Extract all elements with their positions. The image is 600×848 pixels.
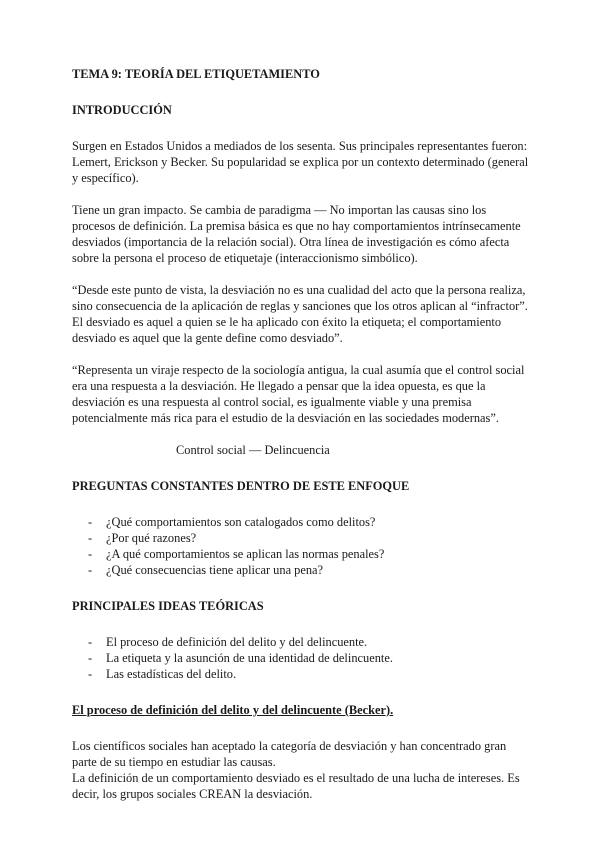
document-page [72,66,532,802]
question-text: ¿A qué comportamientos se aplican las normas penales? [106,547,385,561]
list-item [72,562,532,578]
question-text: ¿Qué consecuencias tiene aplicar una pena? [106,563,324,577]
list-item [72,634,532,650]
section-heading-becker: El proceso de definición del delito y del delincuente (Becker). [72,703,394,717]
document-title: TEMA 9: TEORÍA DEL ETIQUETAMIENTO [72,67,320,81]
idea-text: La etiqueta y la asunción de una identidad de delincuente. [106,651,393,665]
dash-bullet: - [88,563,93,577]
section-paragraph-2: La definición de un comportamiento desviado es el resultado de una lucha de intereses. Es decir, los grupos sociales CREAN la desviación. [72,771,520,801]
intro-paragraph: Surgen en Estados Unidos a mediados de los sesenta. Sus principales representantes fueron: Lemert, Erickson y Becker. Su popularidad se explica por un contexto determinado (general y específico). [72,139,529,185]
questions-list [72,514,532,578]
dash-bullet: - [88,531,93,545]
dash-bullet: - [88,515,93,529]
dash-bullet: - [88,635,93,649]
section-paragraph-1: Los científicos sociales han aceptado la categoría de desviación y han concentrado gran parte de su tiempo en estudiar las causas. [72,739,507,769]
list-item [72,530,532,546]
list-item [72,546,532,562]
question-text: ¿Qué comportamientos son catalogados como delitos? [106,515,376,529]
control-social-line: Control social — Delincuencia [176,443,330,457]
ideas-heading: PRINCIPALES IDEAS TEÓRICAS [72,599,264,613]
quote-paragraph-1: “Desde este punto de vista, la desviación no es una cualidad del acto que la persona realiza, sino consecuencia de la aplicación de reglas y sanciones que los otros aplican al “infractor”. El desviado es aquel a quien se le ha aplicado con éxito la etiqueta; el comportamiento desviado es aquel que la gente define como desviado”. [72,283,528,345]
idea-text: Las estadísticas del delito. [106,667,237,681]
question-text: ¿Por qué razones? [106,531,197,545]
ideas-list [72,634,532,682]
quote-paragraph-2: “Representa un viraje respecto de la sociología antigua, la cual asumía que el control social era una respuesta a la desviación. He llegado a pensar que la idea opuesta, es que la desviación es una respuesta al control social, es igualmente viable y una premisa potencialmente más rica para el estudio de la desviación en las sociedades modernas”. [72,363,525,425]
list-item [72,650,532,666]
idea-text: El proceso de definición del delito y del delincuente. [106,635,368,649]
intro-heading: INTRODUCCIÓN [72,103,172,117]
dash-bullet: - [88,651,93,665]
paradigm-paragraph: Tiene un gran impacto. Se cambia de paradigma — No importan las causas sino los procesos de definición. La premisa básica es que no hay comportamientos intrínsecamente desviados (importancia de la relación social). Otra línea de investigación es cómo afecta sobre la persona el proceso de etiquetaje (interaccionismo simbólico). [72,203,521,265]
dash-bullet: - [88,667,93,681]
list-item [72,514,532,530]
dash-bullet: - [88,547,93,561]
questions-heading: PREGUNTAS CONSTANTES DENTRO DE ESTE ENFOQUE [72,479,410,493]
list-item [72,666,532,682]
